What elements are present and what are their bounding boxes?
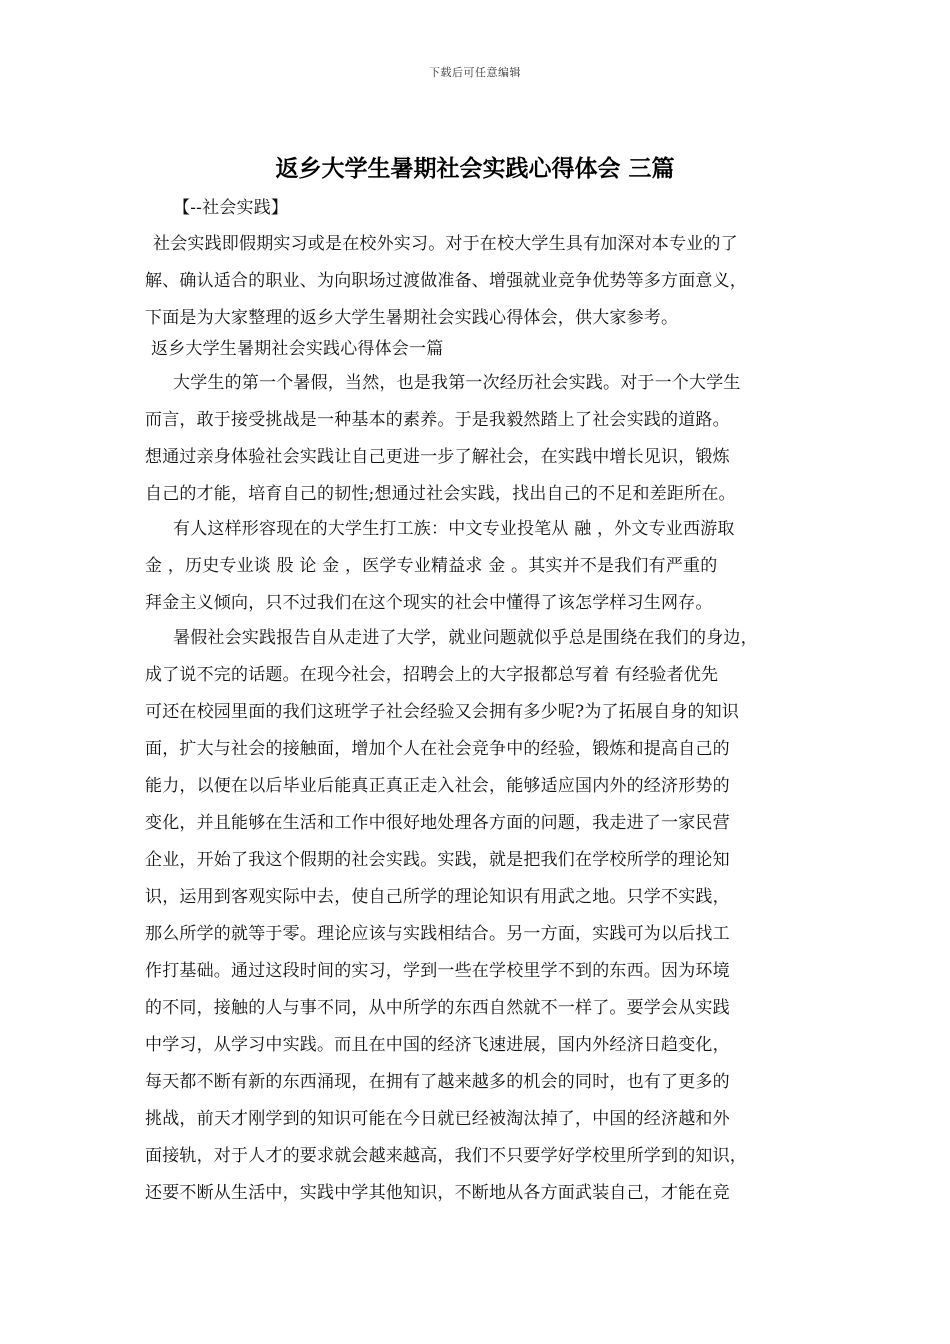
paragraph-line: 挑战，前天才刚学到的知识可能在今日就已经被淘汰掉了，中国的经济越和外 <box>145 1109 730 1129</box>
paragraph-line: 【--社会实践】 <box>173 198 289 218</box>
paragraph-line: 下面是为大家整理的返乡大学生暑期社会实践心得体会，供大家参考。 <box>145 308 679 328</box>
paragraph-line: 解、确认适合的职业、为向职场过渡做准备、增强就业竞争优势等多方面意义， <box>145 271 747 291</box>
paragraph-line: 那么所学的就等于零。理论应该与实践相结合。另一方面，实践可为以后找工 <box>145 924 730 944</box>
paragraph-line: 还要不断从生活中，实践中学其他知识，不断地从各方面武装自己，才能在竞 <box>145 1183 730 1203</box>
header-note: 下载后可任意编辑 <box>429 66 521 79</box>
paragraph-line: 面接轨，对于人才的要求就会越来越高，我们不只要学好学校里所学到的知识， <box>145 1146 747 1166</box>
paragraph-line: 成了说不完的话题。在现今社会，招聘会上的大字报都总写着 有经验者优先 <box>145 665 719 685</box>
paragraph-line: 金 ，历史专业谈 股 论 金 ，医学专业精益求 金 。其实并不是我们有严重的 <box>145 556 718 576</box>
paragraph-line: 拜金主义倾向，只不过我们在这个现实的社会中懂得了该怎学样习生网存。 <box>145 593 713 613</box>
paragraph-line: 社会实践即假期实习或是在校外实习。对于在校大学生具有加深对本专业的了 <box>153 234 738 254</box>
paragraph-line: 企业，开始了我这个假期的社会实践。实践，就是把我们在学校所学的理论知 <box>145 850 730 870</box>
paragraph-line: 可还在校园里面的我们这班学子社会经验又会拥有多少呢?为了拓展自身的知识 <box>145 702 740 722</box>
paragraph-line: 变化，并且能够在生活和工作中很好地处理各方面的问题，我走进了一家民营 <box>145 813 730 833</box>
paragraph-line: 而言，敢于接受挑战是一种基本的素养。于是我毅然踏上了社会实践的道路。 <box>145 410 730 430</box>
paragraph-line: 有人这样形容现在的大学生打工族：中文专业投笔从 融 ，外文专业西游取 <box>173 519 735 539</box>
paragraph-line: 每天都不断有新的东西涌现，在拥有了越来越多的机会的同时，也有了更多的 <box>145 1072 730 1092</box>
paragraph-line: 识，运用到客观实际中去，使自己所学的理论知识有用武之地。只学不实践， <box>145 887 730 907</box>
paragraph-line: 的不同，接触的人与事不同，从中所学的东西自然就不一样了。要学会从实践 <box>145 998 730 1018</box>
paragraph-line: 中学习，从学习中实践。而且在中国的经济飞速进展，国内外经济日趋变化， <box>145 1035 730 1055</box>
document-title: 返乡大学生暑期社会实践心得体会 三篇 <box>275 156 675 182</box>
paragraph-line: 面，扩大与社会的接触面，增加个人在社会竞争中的经验，锻炼和提高自己的 <box>145 739 730 759</box>
paragraph-line: 大学生的第一个暑假，当然，也是我第一次经历社会实践。对于一个大学生 <box>173 373 741 393</box>
paragraph-line: 想通过亲身体验社会实践让自己更进一步了解社会，在实践中增长见识，锻炼 <box>145 447 730 467</box>
paragraph-line: 返乡大学生暑期社会实践心得体会一篇 <box>151 339 444 359</box>
paragraph-line: 暑假社会实践报告自从走进了大学，就业问题就似乎总是围绕在我们的身边， <box>173 628 758 648</box>
paragraph-line: 自己的才能，培育自己的韧性;想通过社会实践，找出自己的不足和差距所在。 <box>145 484 736 504</box>
paragraph-line: 作打基础。通过这段时间的实习，学到一些在学校里学不到的东西。因为环境 <box>145 961 730 981</box>
paragraph-line: 能力，以便在以后毕业后能真正真正走入社会，能够适应国内外的经济形势的 <box>145 776 730 796</box>
